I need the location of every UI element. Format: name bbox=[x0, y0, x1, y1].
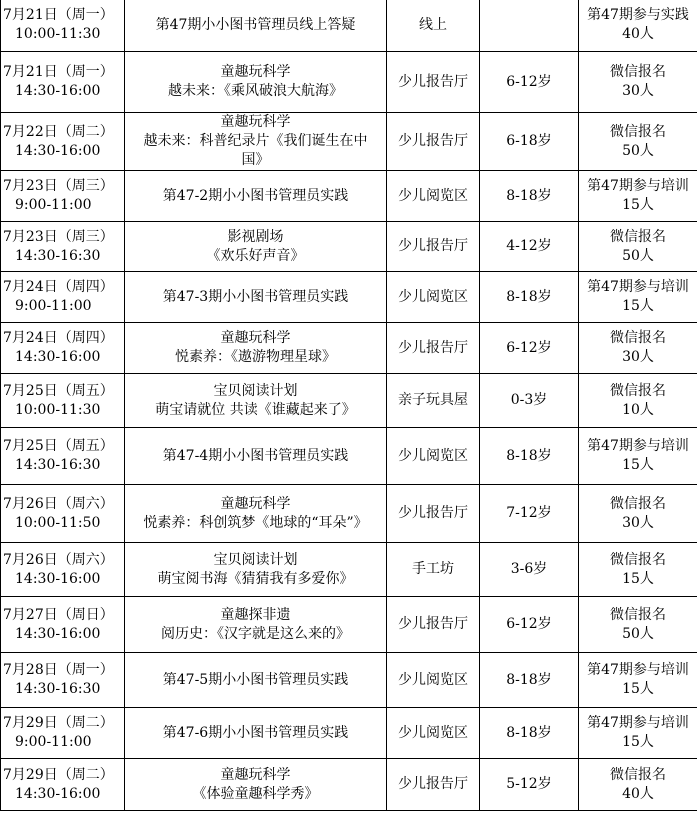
activity-cell bbox=[125, 222, 387, 272]
place-cell: 少儿报告厅 bbox=[387, 113, 480, 171]
signup-cell bbox=[579, 708, 697, 759]
time-text: 9:00-11:00 bbox=[15, 197, 92, 213]
signup-method-text: 微信报名 bbox=[610, 766, 666, 783]
activity-cell bbox=[125, 759, 387, 811]
activity-cell bbox=[125, 597, 387, 653]
table-row bbox=[1, 759, 697, 811]
place-cell: 少儿报告厅 bbox=[387, 485, 480, 543]
place-cell: 少儿阅览区 bbox=[387, 653, 480, 708]
time-text: 14:30-16:30 bbox=[15, 457, 101, 473]
signup-cell bbox=[579, 653, 697, 708]
datetime-cell bbox=[1, 543, 125, 597]
activity-cell bbox=[125, 171, 387, 222]
age-cell: 7-12岁 bbox=[480, 485, 579, 543]
time-text: 14:30-16:00 bbox=[15, 785, 101, 802]
date-text: 7月24日（周四） bbox=[3, 330, 114, 346]
capacity-text: 30人 bbox=[622, 349, 654, 365]
activity-text: 越未来：《乘风破浪大航海》 bbox=[168, 83, 343, 99]
time-text: 14:30-16:00 bbox=[15, 570, 101, 587]
signup-cell bbox=[579, 52, 697, 113]
datetime-cell bbox=[1, 485, 125, 543]
datetime-cell bbox=[1, 428, 125, 485]
age-cell: 3-6岁 bbox=[480, 543, 579, 597]
activity-text: 越未来：科普纪录片《我们诞生在中 bbox=[143, 133, 368, 149]
datetime-cell bbox=[1, 323, 125, 374]
date-text: 7月25日（周五） bbox=[3, 382, 114, 399]
activity-text: 悦素养：《遨游物理星球》 bbox=[175, 349, 336, 365]
time-text: 10:00-11:50 bbox=[15, 514, 101, 531]
datetime-cell bbox=[1, 653, 125, 708]
signup-cell bbox=[579, 323, 697, 374]
activity-cell bbox=[125, 113, 387, 171]
signup-method-text: 第47期参与培训 bbox=[587, 178, 689, 194]
table-row bbox=[1, 323, 697, 374]
capacity-text: 50人 bbox=[622, 247, 654, 264]
activity-text: 国》 bbox=[241, 152, 270, 168]
time-text: 10:00-11:30 bbox=[15, 26, 101, 42]
signup-method-text: 微信报名 bbox=[610, 123, 666, 140]
time-text: 10:00-11:30 bbox=[15, 401, 101, 418]
signup-cell bbox=[579, 374, 697, 428]
table-row bbox=[1, 113, 697, 171]
table-row bbox=[1, 543, 697, 597]
date-text: 7月24日（周四） bbox=[3, 279, 114, 295]
activity-cell bbox=[125, 272, 387, 323]
activity-text: 《欢乐好声音》 bbox=[206, 247, 305, 264]
activity-cell bbox=[125, 708, 387, 759]
signup-method-text: 第47期参与培训 bbox=[587, 662, 689, 678]
date-text: 7月21日（周一） bbox=[3, 64, 114, 80]
date-text: 7月22日（周二） bbox=[3, 123, 114, 140]
capacity-text: 10人 bbox=[622, 401, 654, 418]
age-cell: 0-3岁 bbox=[480, 374, 579, 428]
time-text: 9:00-11:00 bbox=[15, 298, 92, 314]
capacity-text: 40人 bbox=[622, 785, 654, 802]
date-text: 7月26日（周六） bbox=[3, 551, 114, 568]
capacity-text: 15人 bbox=[622, 734, 654, 750]
age-cell: 6-12岁 bbox=[480, 597, 579, 653]
signup-cell bbox=[579, 222, 697, 272]
signup-method-text: 第47期参与实践 bbox=[587, 7, 689, 23]
activity-text: 第47-5期小小图书管理员实践 bbox=[162, 671, 349, 688]
signup-method-text: 微信报名 bbox=[610, 551, 666, 568]
age-cell: 4-12岁 bbox=[480, 222, 579, 272]
date-text: 7月29日（周二） bbox=[3, 715, 114, 731]
activity-text: 阅历史：《汉字就是这么来的》 bbox=[161, 625, 350, 642]
age-cell: 6-12岁 bbox=[480, 52, 579, 113]
table-row bbox=[1, 597, 697, 653]
activity-cell bbox=[125, 323, 387, 374]
date-text: 7月26日（周六） bbox=[3, 495, 114, 512]
place-cell: 少儿阅览区 bbox=[387, 708, 480, 759]
date-text: 7月23日（周三） bbox=[3, 178, 114, 194]
place-cell: 少儿报告厅 bbox=[387, 759, 480, 811]
time-text: 9:00-11:00 bbox=[15, 734, 92, 750]
activity-text: 童趣玩科学 bbox=[220, 495, 291, 512]
place-cell: 少儿阅览区 bbox=[387, 272, 480, 323]
time-text: 14:30-16:00 bbox=[15, 625, 101, 642]
time-text: 14:30-16:00 bbox=[15, 83, 101, 99]
activity-text: 第47-3期小小图书管理员实践 bbox=[162, 288, 349, 305]
time-text: 14:30-16:00 bbox=[15, 349, 101, 365]
time-text: 14:30-16:00 bbox=[15, 142, 101, 159]
date-text: 7月25日（周五） bbox=[3, 438, 114, 454]
datetime-cell bbox=[1, 597, 125, 653]
capacity-text: 15人 bbox=[622, 298, 654, 314]
date-text: 7月29日（周二） bbox=[3, 766, 114, 783]
age-cell: 8-18岁 bbox=[480, 653, 579, 708]
activity-text: 宝贝阅读计划 bbox=[213, 551, 298, 568]
signup-method-text: 第47期参与培训 bbox=[587, 279, 689, 295]
capacity-text: 50人 bbox=[622, 142, 654, 159]
activity-cell bbox=[125, 428, 387, 485]
place-cell: 少儿阅览区 bbox=[387, 428, 480, 485]
signup-method-text: 微信报名 bbox=[610, 495, 666, 512]
activity-text: 童趣玩科学 bbox=[220, 114, 291, 130]
signup-method-text: 微信报名 bbox=[610, 64, 666, 80]
signup-method-text: 微信报名 bbox=[610, 228, 666, 245]
age-cell: 8-18岁 bbox=[480, 428, 579, 485]
place-cell: 少儿报告厅 bbox=[387, 222, 480, 272]
capacity-text: 50人 bbox=[622, 625, 654, 642]
table-row bbox=[1, 52, 697, 113]
table-row bbox=[1, 0, 697, 52]
datetime-cell bbox=[1, 759, 125, 811]
activity-cell bbox=[125, 52, 387, 113]
signup-method-text: 微信报名 bbox=[610, 382, 666, 399]
age-cell: 5-12岁 bbox=[480, 759, 579, 811]
signup-cell bbox=[579, 485, 697, 543]
activity-text: 第47-6期小小图书管理员实践 bbox=[162, 724, 349, 741]
signup-cell bbox=[579, 543, 697, 597]
activity-cell bbox=[125, 543, 387, 597]
datetime-cell bbox=[1, 171, 125, 222]
activity-text: 童趣玩科学 bbox=[220, 64, 291, 80]
signup-cell bbox=[579, 113, 697, 171]
signup-cell bbox=[579, 272, 697, 323]
datetime-cell bbox=[1, 708, 125, 759]
table-row bbox=[1, 171, 697, 222]
place-cell: 少儿报告厅 bbox=[387, 597, 480, 653]
activity-text: 第47-2期小小图书管理员实践 bbox=[162, 187, 349, 204]
signup-method-text: 微信报名 bbox=[610, 606, 666, 623]
table-row bbox=[1, 653, 697, 708]
activity-text: 童趣玩科学 bbox=[220, 330, 291, 346]
datetime-cell bbox=[1, 374, 125, 428]
activity-cell bbox=[125, 0, 387, 52]
activity-text: 童趣探非遗 bbox=[220, 606, 291, 623]
capacity-text: 15人 bbox=[622, 457, 654, 473]
table-row bbox=[1, 428, 697, 485]
place-cell: 线上 bbox=[387, 0, 480, 52]
capacity-text: 30人 bbox=[622, 83, 654, 99]
activity-text: 悦素养：科创筑梦《地球的“耳朵”》 bbox=[143, 514, 368, 531]
table-row bbox=[1, 374, 697, 428]
capacity-text: 15人 bbox=[622, 681, 654, 697]
activity-text: 《体验童趣科学秀》 bbox=[192, 785, 319, 802]
activity-text: 第47期小小图书管理员线上答疑 bbox=[155, 16, 356, 33]
age-cell bbox=[480, 0, 579, 52]
capacity-text: 15人 bbox=[622, 570, 654, 587]
table-row bbox=[1, 272, 697, 323]
capacity-text: 40人 bbox=[622, 26, 654, 42]
datetime-cell bbox=[1, 272, 125, 323]
activity-text: 萌宝阅书海《猜猜我有多爱你》 bbox=[157, 570, 354, 587]
datetime-cell bbox=[1, 222, 125, 272]
date-text: 7月23日（周三） bbox=[3, 228, 114, 245]
place-cell: 少儿报告厅 bbox=[387, 323, 480, 374]
signup-cell bbox=[579, 0, 697, 52]
activity-text: 第47-4期小小图书管理员实践 bbox=[162, 447, 349, 464]
signup-method-text: 第47期参与培训 bbox=[587, 438, 689, 454]
activity-text: 宝贝阅读计划 bbox=[213, 382, 298, 399]
place-cell: 少儿阅览区 bbox=[387, 171, 480, 222]
activity-text: 影视剧场 bbox=[227, 228, 284, 245]
datetime-cell bbox=[1, 52, 125, 113]
place-cell: 手工坊 bbox=[387, 543, 480, 597]
table-row bbox=[1, 708, 697, 759]
time-text: 14:30-16:30 bbox=[15, 247, 101, 264]
age-cell: 8-18岁 bbox=[480, 708, 579, 759]
capacity-text: 30人 bbox=[622, 514, 654, 531]
place-cell: 少儿报告厅 bbox=[387, 52, 480, 113]
signup-cell bbox=[579, 428, 697, 485]
datetime-cell bbox=[1, 0, 125, 52]
activity-cell bbox=[125, 653, 387, 708]
signup-cell bbox=[579, 171, 697, 222]
activity-cell bbox=[125, 485, 387, 543]
age-cell: 8-18岁 bbox=[480, 272, 579, 323]
signup-cell bbox=[579, 759, 697, 811]
datetime-cell bbox=[1, 113, 125, 171]
place-cell: 亲子玩具屋 bbox=[387, 374, 480, 428]
time-text: 14:30-16:30 bbox=[15, 681, 101, 697]
schedule-body bbox=[1, 0, 697, 811]
table-row bbox=[1, 485, 697, 543]
date-text: 7月21日（周一） bbox=[3, 7, 114, 23]
table-row bbox=[1, 222, 697, 272]
signup-method-text: 第47期参与培训 bbox=[587, 715, 689, 731]
capacity-text: 15人 bbox=[622, 197, 654, 213]
age-cell: 6-18岁 bbox=[480, 113, 579, 171]
age-cell: 6-12岁 bbox=[480, 323, 579, 374]
signup-method-text: 微信报名 bbox=[610, 330, 666, 346]
age-cell: 8-18岁 bbox=[480, 171, 579, 222]
activity-cell bbox=[125, 374, 387, 428]
date-text: 7月28日（周一） bbox=[3, 662, 114, 678]
activity-text: 童趣玩科学 bbox=[220, 766, 291, 783]
date-text: 7月27日（周日） bbox=[3, 606, 114, 623]
activity-text: 萌宝请就位 共读《谁藏起来了》 bbox=[155, 401, 356, 418]
signup-cell bbox=[579, 597, 697, 653]
